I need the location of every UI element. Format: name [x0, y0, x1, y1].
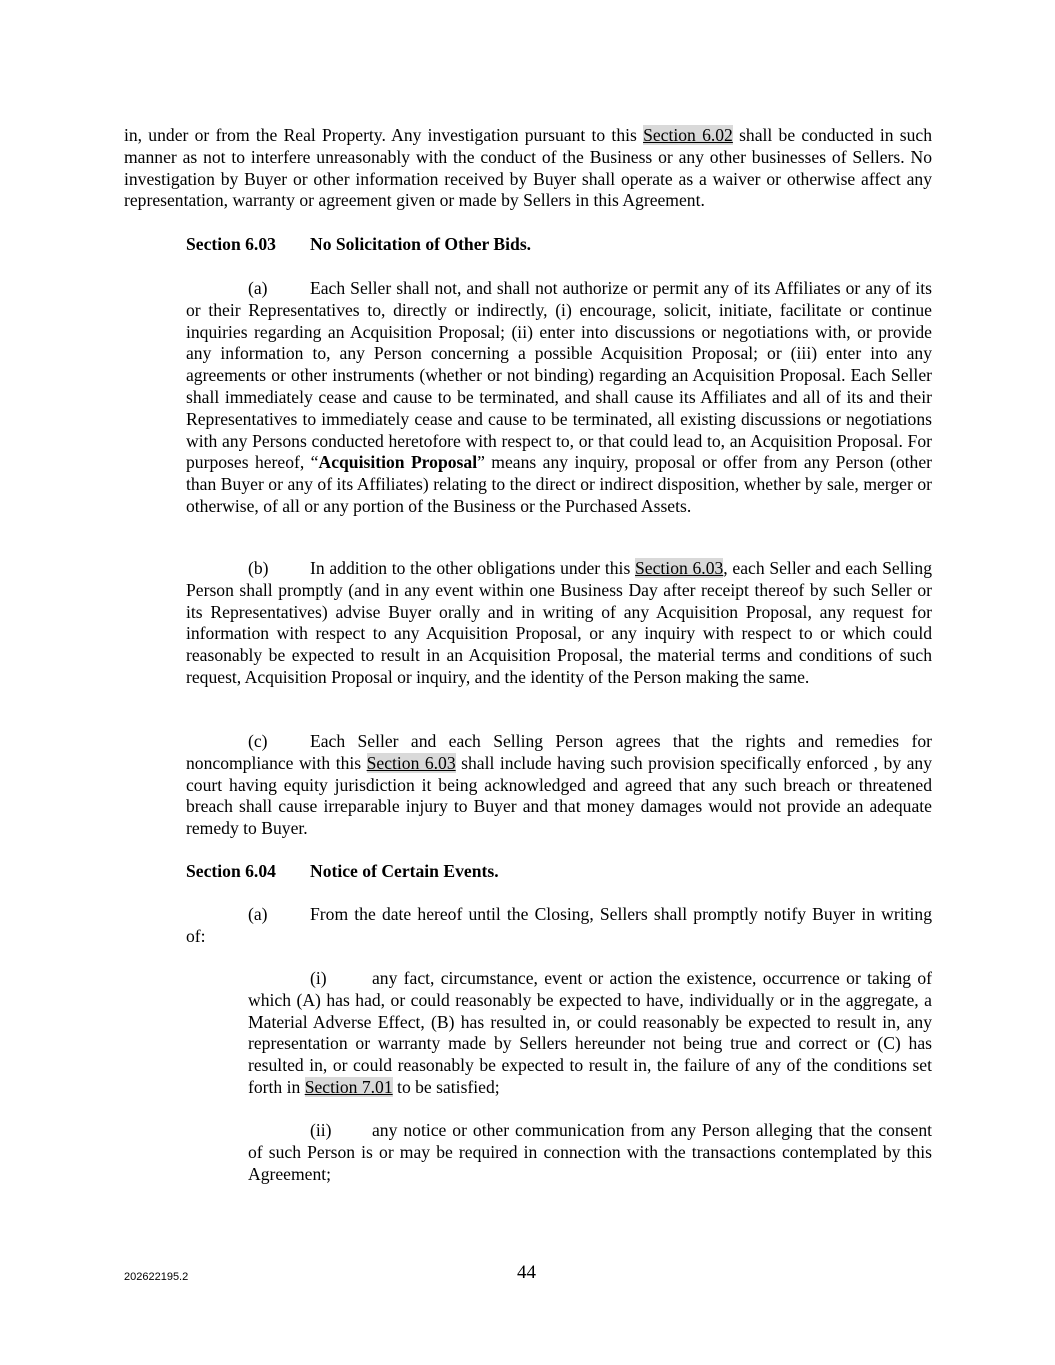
clause-label-b: (b)	[248, 558, 269, 578]
document-id: 202622195.2	[124, 1271, 189, 1283]
clause-label-ii: (ii)	[310, 1120, 332, 1140]
section-6-03-link[interactable]: Section 6.03	[366, 752, 456, 773]
section-6-04-heading	[186, 861, 499, 883]
section-6-04-a-i: (i) any fact, circumstance, event or action the existence, occurrence or taking of which (A) has had, or could reasonably be expected to have, individually or in the aggregate, a Material Adverse Effect, (B) has resulted in, or could reasonably be expected to result in, any representation or warranty made by Sellers hereunder not being true and correct or (C) has resulted in, or could reasonably be expected to result in, the failure of any of the conditions set forth in Section 7.01 to be satisfied;	[248, 968, 932, 1097]
section-6-04-a-ii: (ii) any notice or other communication from any Person alleging that the consent of such Person is or may be required in connection with the transactions contemplated by this Agreement;	[248, 1120, 932, 1184]
page-number: 44	[517, 1262, 536, 1283]
section-6-03-c: (c) Each Seller and each Selling Person agrees that the rights and remedies for noncompliance with this Section 6.03 shall include having such provision specifically enforced , by any court having equity jurisdiction it being acknowledged and agreed that any such breach or threatened breach shall cause irreparable injury to Buyer and that money damages would not provide an adequate remedy to Buyer.	[186, 731, 932, 839]
section-6-03-title: No Solicitation of Other Bids.	[310, 234, 532, 254]
section-6-04-number: Section 6.04	[186, 861, 276, 881]
section-7-01-link[interactable]: Section 7.01	[304, 1076, 393, 1097]
section-6-03-b: (b) In addition to the other obligations under this Section 6.03, each Seller and each Selling Person shall promptly (and in any event within one Business Day after receipt thereof by such Seller or its Representatives) advise Buyer orally and in writing of any Acquisition Proposal, any request for information with respect to any Acquisition Proposal, or any inquiry with respect to or which could reasonably be expected to result in an Acquisition Proposal, the material terms and conditions of such request, Acquisition Proposal or inquiry, and the identity of the Person making the same.	[186, 558, 932, 687]
section-6-03-heading	[186, 234, 531, 256]
clause-label-a: (a)	[248, 904, 268, 924]
clause-label-a: (a)	[248, 278, 268, 298]
intro-paragraph: in, under or from the Real Property. Any investigation pursuant to this Section 6.02 shall be conducted in such manner as not to interfere unreasonably with the conduct of the Business or any other businesses of Sellers. No investigation by Buyer or other information received by Buyer shall operate as a waiver or otherwise affect any representation, warranty or agreement given or made by Sellers in this Agreement.	[124, 125, 932, 211]
section-6-03-link[interactable]: Section 6.03	[635, 558, 724, 578]
clause-label-i: (i)	[310, 968, 327, 988]
section-6-04-title: Notice of Certain Events.	[310, 861, 499, 881]
section-6-02-link[interactable]: Section 6.02	[643, 125, 733, 145]
clause-label-c: (c)	[248, 731, 268, 751]
defined-term-acquisition-proposal: Acquisition Proposal	[318, 452, 478, 473]
section-6-03-number: Section 6.03	[186, 234, 276, 254]
section-6-03-a: (a) Each Seller shall not, and shall not authorize or permit any of its Affiliates or any of its or their Representatives to, directly or indirectly, (i) encourage, solicit, initiate, facilitate or continue inquiries regarding an Acquisition Proposal; (ii) enter into discussions or negotiations with, or provide any information to, any Person concerning a possible Acquisition Proposal; or (iii) enter into any agreements or other instruments (whether or not binding) regarding an Acquisition Proposal. Each Seller shall immediately cease and cause to be terminated, and shall cause its Affiliates and all of its and their Representatives to immediately cease and cause to be terminated, all existing discussions or negotiations with any Persons conducted heretofore with respect to, or that could lead to, an Acquisition Proposal. For purposes hereof, “Acquisition Proposal” means any inquiry, proposal or offer from any Person (other than Buyer or any of its Affiliates) relating to the direct or indirect disposition, whether by sale, merger or otherwise, of all or any portion of the Business or the Purchased Assets.	[186, 278, 932, 516]
section-6-04-a: (a) From the date hereof until the Closing, Sellers shall promptly notify Buyer in writing of:	[186, 904, 932, 946]
